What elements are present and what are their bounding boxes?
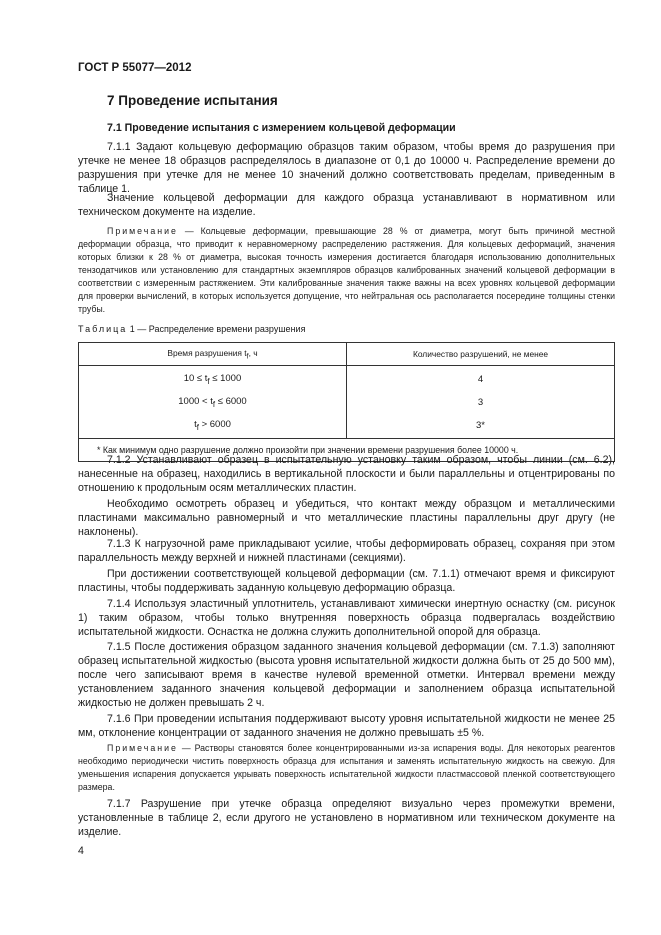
table-1-caption [78,324,305,334]
note-2 [78,742,615,794]
failure-count-cell: 3* [347,414,615,439]
document-code: ГОСТ Р 55077—2012 [78,62,192,74]
time-range-cell: $1000 < t_f \le 6000$ [79,391,347,414]
failure-count-cell: 3 [347,391,615,414]
paragraph-7-1-5: 7.1.5 После достижения образцом заданного значения кольцевой деформации (см. 7.1.3) заполняют образец испытательной жидкостью (высота уровня испытательной жидкости должна быть от 25 до 500 мм), после чего записывают время в качестве нулевой временной отметки. Интервал времени между установлением заданного значения кольцевой деформации и заполнением образца испытательной жидкостью не должен превышать 2 ч. [78,641,615,709]
time-range-cell: $10 \le t_f \le 1000$ [79,366,347,392]
time-range-cell: $t_f > 6000$ [79,414,347,439]
note-1-text: — Кольцевые деформации, превышающие 28 % от диаметра, могут быть причиной местной деформации образца, что приводит к неравномерному распределению растяжения. Для кольцевых деформаций, значения которых близки к 28 % от диаметра, высокая точность измерения достигается благодаря использованию дополнительных тензодатчиков или установлению для стандартных экземпляров образцов калиброванных значений кольцевой деформации в соответствии с измеренным растяжением. Эти калиброванные значения также важны на всех уровнях кольцевой деформации для проверки вычислений, в которых используется допущение, что нейтральная ось располагается посередине толщины стенки трубы. [78,226,615,314]
failure-count-cell: 4 [347,366,615,392]
paragraph-7-1-4: 7.1.4 Используя эластичный уплотнитель, устанавливают химически инертную оснастку (см. рисунок 1) таким образом, чтобы только внутренняя поверхность образца подвергалась воздействию испытательной жидкости. Оснастка не должна служить дополнительной опорой для образца. [78,598,615,638]
paragraph-7-1-2-continued: Необходимо осмотреть образец и убедиться, что контакт между образцом и металлическими пластинами максимально равномерный и что металлические пластины параллельны друг другу (не наклонены). [78,498,615,538]
table-caption-label: Таблица [78,324,128,334]
note-1 [78,225,615,316]
column-header-time: Время разрушения $t_f$, ч [79,343,347,366]
paragraph-7-1-3-continued: При достижении соответствующей кольцевой деформации (см. 7.1.1) отмечают время и фиксируют пластины, чтобы поддерживать заданную кольцевую деформацию образца. [78,568,615,594]
note-2-label: Примечание [107,743,178,753]
paragraph-7-1-1-continued: Значение кольцевой деформации для каждого образца устанавливают в нормативном или техническом документе на изделие. [78,192,615,218]
column-header-count: Количество разрушений, не менее [347,343,615,366]
table-row [79,391,615,414]
failure-time-table [78,342,615,462]
note-2-text: — Растворы становятся более концентрированными из-за испарения воды. Для некоторых реагентов необходимо периодически чистить поверхность образца для испытания и заменять испытательную жидкость на свежую. Для уменьшения испарения допускается укрывать поверхность испытательной жидкости пластмассовой пленкой соответствующего размера. [78,743,615,792]
table-footnote: * Как минимум одно разрушение должно произойти при значении времени разрушения более 10000 ч. [79,439,615,462]
section-title: 7 Проведение испытания [107,93,278,108]
table-caption-text: 1 — Распределение времени разрушения [127,324,306,334]
table-row [79,366,615,392]
page-number: 4 [78,845,84,857]
table-row [79,414,615,439]
paragraph-7-1-7: 7.1.7 Разрушение при утечке образца определяют визуально через промежутки времени, установленные в таблице 2, если другого не установлено в нормативном или техническом документе на изделие. [78,798,615,838]
paragraph-7-1-2: 7.1.2 Устанавливают образец в испытательную установку таким образом, чтобы линии (см. 6.2), нанесенные на образец, находились в вертикальной плоскости и были параллельны и отцентрированы по отношению к продольным осям металлических пластин. [78,454,615,494]
subsection-title: 7.1 Проведение испытания с измерением кольцевой деформации [107,122,456,134]
paragraph-7-1-1: 7.1.1 Задают кольцевую деформацию образцов таким образом, чтобы время до разрушения при утечке не менее 18 образцов распределялось в диапазоне от 0,1 до 10000 ч. Распределение времени до разрушения при утечке для не менее 10 значений должно соответствовать пределам, приведенным в таблице 1. [78,141,615,195]
paragraph-7-1-3: 7.1.3 К нагрузочной раме прикладывают усилие, чтобы деформировать образец, сохраняя при этом параллельность между верхней и нижней пластинами (секциями). [78,538,615,564]
note-1-label: Примечание [107,226,178,236]
paragraph-7-1-6: 7.1.6 При проведении испытания поддерживают высоту уровня испытательной жидкости не менее 25 мм, отклонение концентрации от заданного значения не должно превышать ±5 %. [78,713,615,739]
